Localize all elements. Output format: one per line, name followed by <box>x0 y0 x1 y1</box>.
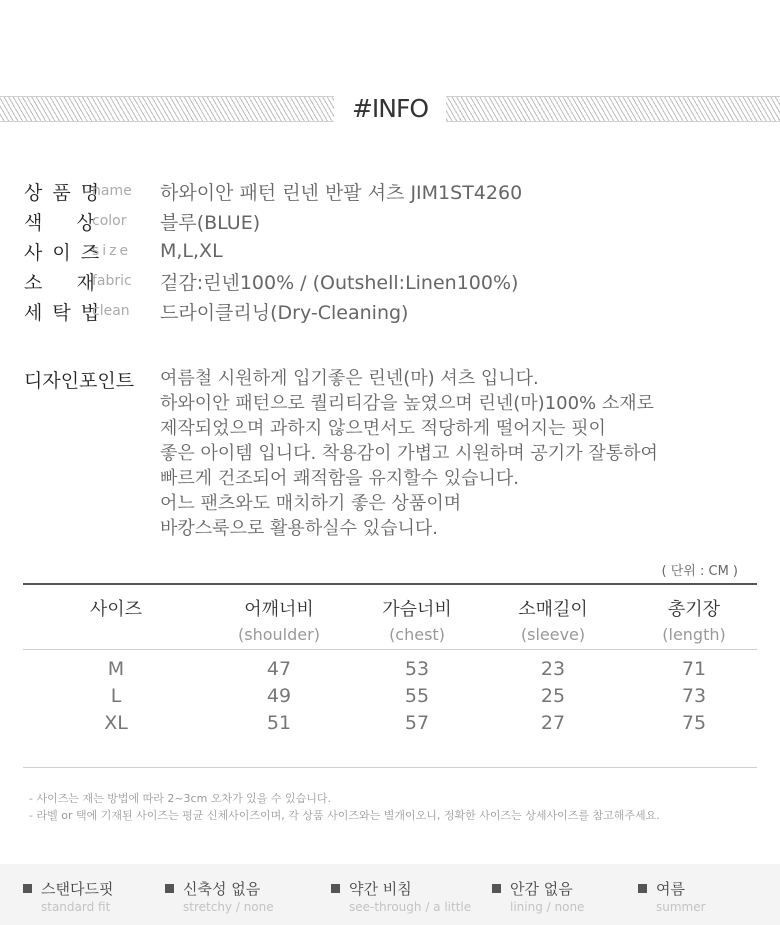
info-sub-label: color <box>92 213 127 229</box>
header-cell <box>621 585 767 649</box>
size-notes <box>29 790 660 824</box>
table-cell: 73 <box>681 685 707 707</box>
square-bullet-icon <box>23 884 32 893</box>
size-table-header <box>23 585 757 650</box>
header-cell <box>485 585 621 649</box>
size-table <box>23 583 757 768</box>
table-row <box>23 656 757 683</box>
info-label: 소 재 <box>24 271 97 294</box>
size-unit-label: ( 단위 : CM ) <box>661 564 738 579</box>
table-cell: 27 <box>540 712 566 734</box>
info-row-fabric <box>24 266 522 296</box>
square-bullet-icon <box>638 884 647 893</box>
table-cell: M <box>107 658 125 680</box>
header-sub: (chest) <box>389 625 445 644</box>
info-row-size <box>24 236 522 266</box>
header-cell <box>209 585 349 649</box>
info-sub-label: name <box>92 183 132 199</box>
table-row <box>23 683 757 710</box>
note-line: - 사이즈는 재는 방법에 따라 2~3cm 오차가 있을 수 있습니다. <box>29 792 332 805</box>
header-name: 총기장 <box>667 599 721 620</box>
table-cell: XL <box>104 712 128 734</box>
info-row-name <box>24 176 522 206</box>
square-bullet-icon <box>492 884 501 893</box>
header-sub: (shoulder) <box>238 625 320 644</box>
feature-label: 약간 비침 <box>349 880 412 898</box>
info-row-color <box>24 206 522 236</box>
feature-lining <box>492 878 584 914</box>
header-cell <box>349 585 485 649</box>
feature-seethrough <box>331 878 471 914</box>
table-cell: L <box>110 685 122 707</box>
feature-stretch <box>165 878 274 914</box>
info-label: 사 이 즈 <box>24 241 102 264</box>
table-cell: 47 <box>266 658 292 680</box>
table-row <box>23 710 757 737</box>
table-cell: 71 <box>681 658 707 680</box>
size-table-body <box>23 650 757 768</box>
design-point-label: 디자인포인트 <box>24 370 135 392</box>
design-point-text <box>160 366 740 541</box>
header-name: 가슴너비 <box>382 599 452 620</box>
info-sub-label: fabric <box>92 273 132 289</box>
info-value: 드라이클리닝(Dry-Cleaning) <box>160 301 409 324</box>
info-label: 세 탁 법 <box>24 301 102 324</box>
feature-sub: lining / none <box>510 900 585 914</box>
header-name: 소매길이 <box>518 599 588 620</box>
square-bullet-icon <box>165 884 174 893</box>
product-info <box>24 176 522 326</box>
table-cell: 75 <box>681 712 707 734</box>
header-cell <box>23 585 209 649</box>
feature-sub: summer <box>656 900 706 914</box>
feature-sub: see-through / a little <box>349 900 472 914</box>
feature-label: 안감 없음 <box>510 880 573 898</box>
table-cell: 49 <box>266 685 292 707</box>
info-row-clean <box>24 296 522 326</box>
table-cell: 23 <box>540 658 566 680</box>
info-value: 겉감:린넨100% / (Outshell:Linen100%) <box>160 271 519 294</box>
header-name: 사이즈 <box>89 599 143 620</box>
header-sub: (length) <box>662 625 726 644</box>
table-cell: 55 <box>404 685 430 707</box>
design-line: 좋은 아이템 입니다. 착용감이 가볍고 시원하며 공기가 잘통하여 <box>160 443 658 464</box>
header-name: 어깨너비 <box>244 599 314 620</box>
info-label: 상 품 명 <box>24 181 102 204</box>
table-cell: 51 <box>266 712 292 734</box>
feature-label: 여름 <box>656 880 685 898</box>
design-line: 여름철 시원하게 입기좋은 린넨(마) 셔츠 입니다. <box>160 368 539 389</box>
feature-bar <box>0 864 780 925</box>
table-cell: 53 <box>404 658 430 680</box>
design-line: 바캉스룩으로 활용하실수 있습니다. <box>160 518 438 539</box>
header-sub: (sleeve) <box>520 625 586 644</box>
info-value: M,L,XL <box>160 240 223 262</box>
info-value: 블루(BLUE) <box>160 211 261 234</box>
feature-sub: stretchy / none <box>183 900 274 914</box>
table-cell: 25 <box>540 685 566 707</box>
design-line: 하와이안 패턴으로 퀄리티감을 높였으며 린넨(마)100% 소재로 <box>160 393 655 414</box>
note-line: - 라벨 or 택에 기재된 사이즈는 평균 신체사이즈이며, 각 상품 사이즈와는 별개이오니, 정확한 사이즈는 상세사이즈를 참고해주세요. <box>29 809 660 822</box>
design-line: 어느 팬츠와도 매치하기 좋은 상품이며 <box>160 493 462 514</box>
feature-sub: standard fit <box>41 900 111 914</box>
info-title: #INFO <box>334 96 446 122</box>
design-line: 빠르게 건조되어 쾌적함을 유지할수 있습니다. <box>160 468 519 489</box>
feature-label: 신축성 없음 <box>183 880 261 898</box>
info-sub-label: clean <box>92 303 130 319</box>
info-label: 색 상 <box>24 211 97 234</box>
info-value: 하와이안 패턴 린넨 반팔 셔츠 JIM1ST4260 <box>160 181 523 204</box>
design-line: 제작되었으며 과하지 않으면서도 적당하게 떨어지는 핏이 <box>160 418 606 439</box>
square-bullet-icon <box>331 884 340 893</box>
info-sub-label: size <box>92 243 132 259</box>
feature-label: 스탠다드핏 <box>41 880 114 898</box>
feature-season <box>638 878 706 914</box>
feature-fit <box>23 878 113 914</box>
table-cell: 57 <box>404 712 430 734</box>
